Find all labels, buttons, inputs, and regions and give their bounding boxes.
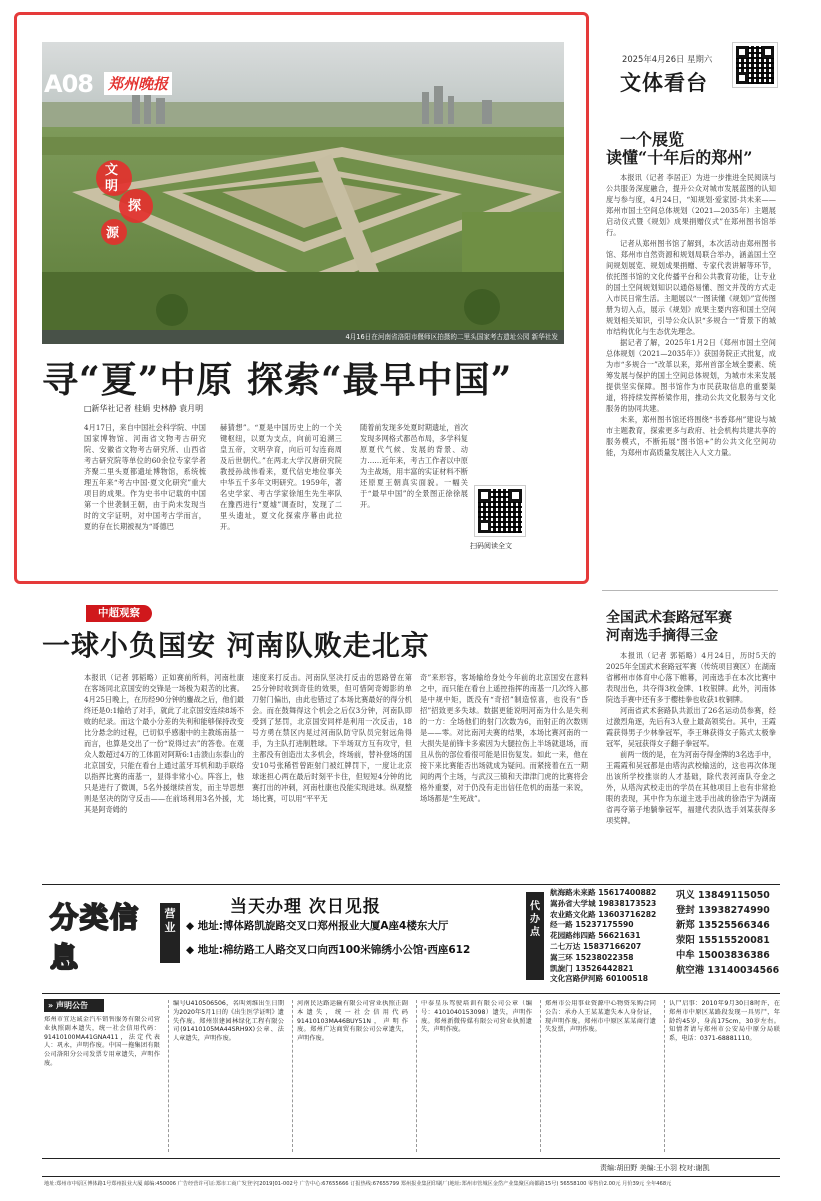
agent-entry: 二七万达 15837166207 bbox=[550, 941, 642, 951]
address-line-2 bbox=[186, 942, 470, 957]
classifieds-brand bbox=[42, 892, 152, 988]
section-title: 文体看台 bbox=[620, 70, 708, 95]
phone-entry: 荥阳 15515520081 bbox=[676, 935, 770, 946]
side1-paragraph: 本报讯（记者 李居正）为进一步推进全民阅读与公共服务深度融合，提升公众对城市发展蓝图的认知度与参与度，4月24日，“知规划·爱家园·共未来——郑州市国土空间总体规划（2021—2035年）主题展启动仪式暨《规划》成果捐赠仪式”在郑州图书馆举行。 bbox=[606, 173, 776, 237]
phone-entry: 航空港 13140034566 bbox=[676, 965, 780, 976]
svg-text:明: 明 bbox=[105, 179, 119, 194]
address-line-1 bbox=[186, 918, 448, 933]
masthead-qr-code[interactable] bbox=[732, 42, 778, 88]
page-number: A08 bbox=[44, 70, 93, 98]
agent-entry: 嵩孙省大学城 19838173523 bbox=[550, 898, 657, 908]
svg-text:源: 源 bbox=[106, 226, 120, 241]
side2-headline-2: 河南选手摘得三金 bbox=[606, 628, 718, 644]
agent-entry: 航海路未来路 15617400882 bbox=[550, 888, 657, 897]
notice-block: 认尸启事：2010年9月30日8时许，在郑州市中原区某路段发现一具男尸，年龄约45岁，身高175cm，30岁左右。知情者请与郑州市公安局中原分局联系，电话：0371-68881110。 bbox=[664, 1000, 780, 1152]
section-tag: 中超观察 bbox=[86, 605, 152, 622]
side2-headline-1: 全国武术套路冠军赛 bbox=[606, 610, 732, 626]
classifieds-headline: 当天办理 次日见报 bbox=[230, 897, 381, 917]
agent-entry: 花园路纬四路 56621631 bbox=[550, 931, 641, 941]
divider bbox=[42, 1158, 780, 1159]
newspaper-logo: 郑州晚报 bbox=[104, 72, 172, 95]
side1-body bbox=[606, 172, 776, 584]
notice-block: 河南民达路运输有限公司营业执照正副本遗失，统一社会信用代码91410103MA46BUY51N，声明作废。郑州广达商贸有限公司公章遗失，声明作废。 bbox=[292, 1000, 408, 1152]
agent-entry: 嵩三环 15238022358 bbox=[550, 952, 634, 962]
notice-title: » 声明公告 bbox=[44, 999, 104, 1012]
agent-entry: 农业路文化路 13603716282 bbox=[550, 909, 657, 919]
phone-entry: 新郑 13525566346 bbox=[676, 920, 770, 931]
footer-info: 地址:郑州市中原区博体路1号郑州报业大厦 邮编:450006 广告经营许可证:郑市工商广发登字[2019]01-002号 广告中心:67655666 订报热线:67655799 郑州报业集团印刷厂(地址:郑州市管城区金岱产业集聚区商都路15号) 56558100 零售价2.00元 月价39元 全年468元 bbox=[44, 1181, 672, 1187]
main-column-3: 随着前发现多处夏时期遗址，首次发现多网格式都邑布局，多学科复原夏代气候、发展的背景、动力……近年来，考古工作者以中原为主战场，用丰富的实证材料不断还原夏王朝真实面貌。一幅关于“最早中国”的全景图正徐徐展开。 bbox=[360, 423, 468, 509]
divider bbox=[42, 993, 780, 994]
phone-entry: 中牟 15003836386 bbox=[676, 950, 770, 961]
main-byline: □新华社记者 桂娟 史林静 袁月明 bbox=[84, 404, 204, 413]
agent-entry: 经一路 15237175590 bbox=[550, 920, 634, 930]
divider bbox=[42, 1176, 780, 1177]
archaeology-site-photo bbox=[42, 42, 564, 330]
agent-list bbox=[550, 888, 666, 988]
side2-paragraph: 河南省武术套路队共派出了26名运动员参赛，经过激烈角逐，先后有3人登上最高领奖台。其中，王霞霞获得男子少林拳冠军，李王琳获得女子陈式太极拳冠军，吴冠获得女子翻子拳冠军。 bbox=[606, 706, 776, 748]
notice-block: 中泰星乐驾驶培训有限公司公章（编号：4101040153098）遗失，声明作废。郑州新微传媒有限公司营业执照遗失，声明作废。 bbox=[416, 1000, 532, 1152]
main-headline: 寻“夏”中原 探索“最早中国” bbox=[42, 359, 513, 401]
date-line: 2025年4月26日 星期六 bbox=[622, 54, 713, 64]
divider bbox=[602, 590, 778, 591]
football-headline: 一球小负国安 河南队败走北京 bbox=[42, 629, 430, 662]
agent-entry: 凯旋门 13526442821 bbox=[550, 963, 634, 973]
business-label: 营业 bbox=[160, 903, 180, 963]
divider bbox=[42, 884, 780, 885]
side1-headline-2: 读懂“十年后的郑州” bbox=[606, 148, 753, 167]
side1-paragraph: 记者从郑州图书馆了解到，本次活动由郑州图书馆、郑州市自然资源和规划局联合举办，涵盖国土空间规划展览、规划成果捐赠、专家代表讲解等环节，依托图书馆的文化传播平台和公共教育功能，让专业的国土空间规划知识以通俗易懂、图文并茂的方式走入市民日常生活。主题展以“一图读懂《规划》”宣传图册为切入点，展示《规划》成果主要内容和国土空间规划相关知识，引导公众认识“多规合一”背景下的城市结构优化与生态优先理念。 bbox=[606, 239, 776, 336]
side2-paragraph: 前两一级的是，在为河南夺得金牌的3名选手中，王霞霞和吴冠都是由塔沟武校输送的，这也再次体现出该所学校推崇的人才基础，除代表河南队夺金之外，从塔沟武校走出的学员在其他项目上也有非常抢眼的表现，其中作为东道主选手出战的徐浩宇为湖南省再夺第子地躺拳冠军，福建代表队选手刘某获得多项奖牌。 bbox=[606, 750, 776, 825]
main-column-1: 4月17日，来自中国社会科学院、中国国家博物馆、河南省文物考古研究院、安徽省文物考古研究所、山西省考古研究院等单位的60余位专家学者齐聚二里头夏都遗址博物馆，系统梳理五年来“考古中国·夏文化研究”重大项目的成果。作为史书中记载的中国第一个世袭制王朝，由于尚未发现当时的文字证明，对中国考古学而言，夏的存在长期被视为“哥德巴 bbox=[84, 423, 206, 531]
svg-text:探: 探 bbox=[128, 199, 142, 214]
notice-arrow-icon: » bbox=[48, 1001, 56, 1010]
address-text: 地址:棉纺路工人路交叉口向西100米锦绣小公馆·西座612 bbox=[197, 944, 471, 956]
phone-entry: 登封 13938274990 bbox=[676, 905, 770, 916]
diamond-icon: ◆ bbox=[186, 944, 198, 956]
agent-entry: 文化宫路伊河路 60100518 bbox=[550, 974, 649, 984]
main-column-2: 赫猜想”。“夏是中国历史上的一个关键枢纽，以夏为支点，向前可追溯三皇五帝，文明孕育，向后可勾连商周及后世朝代。”在两北大学汉唐研究院教授孙战伟看来，夏代信史地位事关中华五千多年文明研究。1959年，著名史学家、考古学家徐旭生先生率队在豫西进行“夏墟”调查时，发现了二里头遗址，夏文化探索序幕由此拉开。 bbox=[220, 423, 342, 531]
side1-headline-1: 一个展览 bbox=[620, 130, 685, 149]
agent-label: 代办点 bbox=[526, 892, 544, 980]
phone-entry: 巩义 13849115050 bbox=[676, 890, 770, 901]
culture-stamp-icon bbox=[92, 154, 156, 246]
side1-paragraph: 据记者了解，2025年1月2日《郑州市国土空间总体规划（2021—2035年）》获国务院正式批复，成为市“多规合一”改革以来，郑州首部全域全要素、统筹发展与保护的国土空间总体规划，为城市未来发展提供坚实保障。图书馆作为市民获取信息的重要渠道，将持续发挥桥梁作用，推动公共文化服务与文化服务的协同共建。 bbox=[606, 338, 776, 413]
notice-block: 编号U410506506，名叫刘维出生日期为2020年5月1日的《出生医学证明》遗失作废。郑州崇建园林绿化工程有限公司(91410105MA44SRH9X)公章、法人章遗失，声明作废。 bbox=[168, 1000, 284, 1152]
qr-label: 扫码阅读全文 bbox=[470, 542, 512, 550]
svg-text:文: 文 bbox=[105, 163, 119, 178]
classifieds-brand-text: 分类信息 bbox=[50, 901, 141, 974]
photo-caption: 4月16日在河南省洛阳市偃师区拍摄的二里头国家考古遗址公园 新华社发 bbox=[42, 330, 564, 344]
football-column-3: 奇”来形容，客场输给身处今年前的北京国安在意料之中，而只能在看台上遥控指挥的南基一几次终入都是中规中矩，既没有“奇招”制造惊喜，也没有“昏招”招致更多失球。数据更能说明河南为什么是失利的一方：全场他们的射门次数为6，而射正的次数则是——零。对比南河夫赛的结果，本场比赛河南的一大损失是前锋卡多索因为大腿拉伤上半场就退场，而且从伤的部位看很可能是旧伤复发。如此一来，他在接下来比赛能否出场就成为疑问。而紧接着在五一期间的两个主场，与武汉三镇和天津津门虎的比赛将会格外重要，对于仍没有走出信任危机的南基一来说，场场都是“生死战”。 bbox=[420, 673, 588, 803]
address-text: 地址:博体路凯旋路交叉口郑州报业大厦A座4楼东大厅 bbox=[197, 920, 449, 932]
side1-paragraph: 未来，郑州图书馆还将围绕“书香郑州”建设与城市主题教育，探索更多与政府、社会机构共建共享的服务模式，不断拓展“图书馆+”的公共文化空间功能，为郑州市高质量发展注入人文力量。 bbox=[606, 415, 776, 457]
editor-credits: 责编:胡田野 美编:王小羽 校对:谢凯 bbox=[600, 1164, 710, 1172]
football-column-1: 本报讯（记者 郭韬略）正如赛前所料，河南杜康在客场同北京国安的交锋是一场极为艰苦的比赛。4月25日晚上，在历经90分钟的鏖战之后，他们最终还是0:1输给了对手，就此了北京国安连续8场不败的纪录。而这个最小分差的失利和能够保持改变比分悬念的过程，已切似乎感谢中的主教练南基一而言，也算是交出了一份“说得过去”的答卷。在观众人数超过4万的工体面对阿斯6:1击溃山东泰山的北京国安，只能在看台上通过蓝牙耳机和助手联络以指挥比赛的南基一，显得非常小心。阵容上，他只是进行了微调，5名外援继续首发，而主导思想则是坚决的防守反击——在前场利用3名外援，尤其是阿奇姆的 bbox=[84, 673, 244, 814]
notice-block: 郑州市宜达诚金汽车销售服务有限公司营业执照副本遗失，统一社会信用代码：91410100MA41GNA411，法定代表人：巩永，声明作废。中国一拖集团有限公司洛阳分公司发票专用章遗失，声明作废。 bbox=[44, 1016, 160, 1067]
football-column-2: 速度来打反击。河南队坚决打反击的思路曾在第25分钟时收到奇佳的效果，但可惜阿奇姆影的单刀射门偏出，由此也错过了本场比赛最好的得分机会。而在鼓舞得这个机会之后仅3分钟，河南队即受到了惩罚，北京国安同样是利用一次反击，18号方勇在禁区内晃过河南队防守队员完射远角得手，为主队打进制胜球。下半场双方互有攻守，但主都没有创造出太多机会，终场前，替补登场的国安10号张稀哲曾距射门被红牌罚下，一度让北京球迷担心两在最后时刻平卡住，但短短4分钟的比赛打出的冲刺，河南杜康也没能实现进球。纵观整场比赛，可以用“平平无 bbox=[252, 673, 412, 803]
phone-list bbox=[676, 888, 780, 988]
read-full-qr-code[interactable] bbox=[474, 485, 526, 537]
side2-paragraph: 本报讯（记者 郭韬略）4月24日，历时5天的2025年全国武术套路冠军赛（传统项目赛区）在湖南省郴州市体育中心落下帷幕，河南选手在本次比赛中表现出色，共夺得3枚金牌、1枚银牌。此外，河南体院选手赛中还有多于樱桂拳也收获1枚铜牌。 bbox=[606, 651, 776, 704]
notice-block: 郑州市公用事业资源中心物资采购合同公告：承办人王某某遗失本人身份证，现声明作废。郑州市中原区某某商行遗失发票，声明作废。 bbox=[540, 1000, 656, 1152]
diamond-icon: ◆ bbox=[186, 920, 198, 932]
side2-body bbox=[606, 650, 776, 880]
